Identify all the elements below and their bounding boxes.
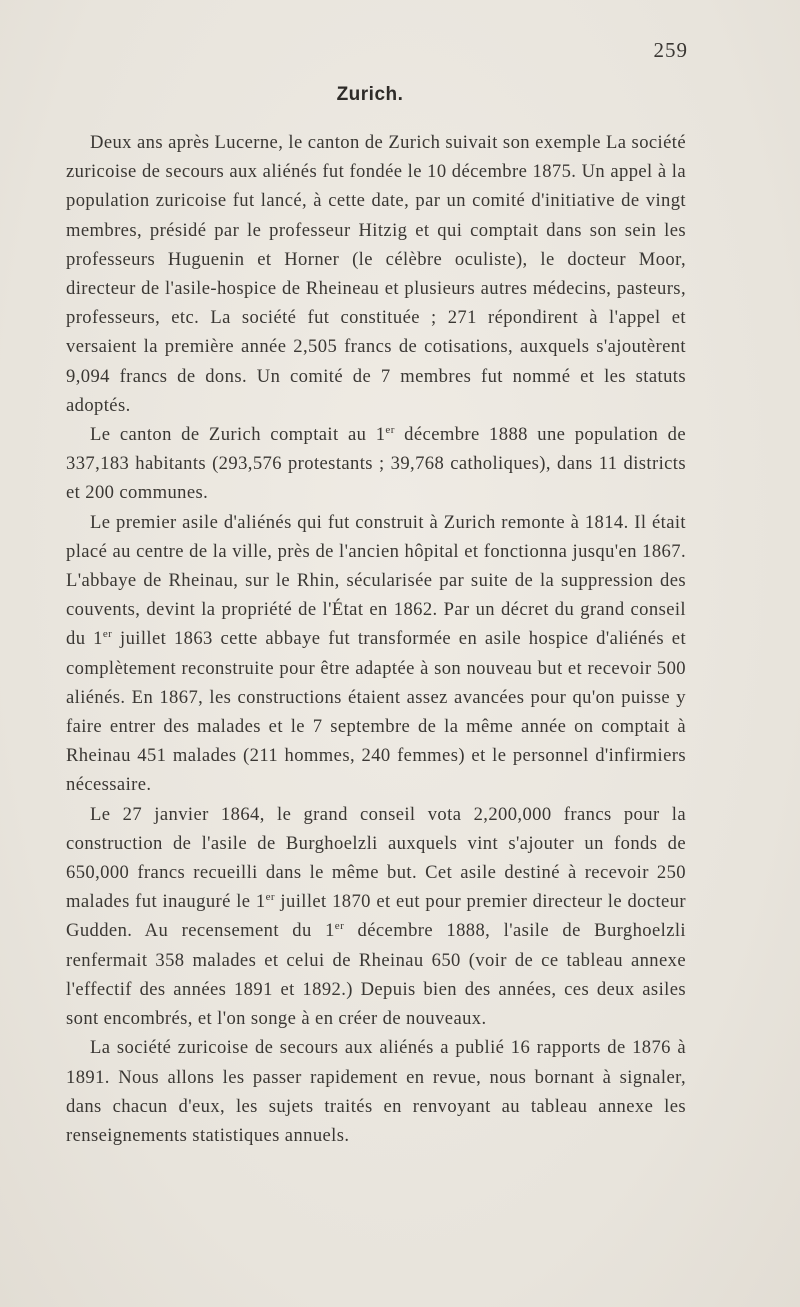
superscript: er: [334, 920, 345, 933]
paragraph-1: [66, 128, 686, 420]
paragraph-5: [66, 1033, 686, 1150]
paragraph-text: Le 27 janvier 1864, le grand conseil vota 2,200,000 francs pour la construction de l'asile de Burghoelzli auxquels vint s'ajouter un fonds de 650,000 francs recueilli dans le même but. Cet asile destiné à recevoir 250 malades fut inauguré le 1: [66, 803, 686, 913]
paragraph-text: décembre 1888 une population de 337,183 habitants (293,576 protestants ; 39,768 catholiques), dans 11 districts et 200 communes.: [66, 424, 686, 504]
paragraph-4: [66, 800, 686, 1034]
page-number: 259: [653, 38, 688, 62]
paragraph-3: [66, 508, 686, 800]
paragraph-text: Deux ans après Lucerne, le canton de Zurich suivait son exemple La société zuricoise de secours aux aliénés fut fondée le 10 décembre 1875. Un appel à la population zuricoise fut lancé, à cette date, par un comité d'initiative de vingt membres, présidé par le professeur Hitzig et qui comptait dans son sein les professeurs Huguenin et Horner (le célèbre oculiste), le docteur Moor, directeur de l'asile-hospice de Rheineau et plusieurs autres médecins, pasteurs, professeurs, etc. La société fut constituée ; 271 répondirent à l'appel et versaient la première année 2,505 francs de cotisations, auxquels s'ajoutèrent 9,094 francs de dons. Un comité de 7 membres fut nommé et les statuts adoptés.: [66, 132, 686, 416]
superscript: er: [385, 424, 395, 437]
paragraph-2: [66, 420, 686, 508]
superscript: er: [265, 891, 275, 904]
body-text: [66, 128, 686, 1150]
paragraph-text: La société zuricoise de secours aux aliénés a publié 16 rapports de 1876 à 1891. Nous allons les passer rapidement en revue, nous bornant à signaler, dans chacun d'eux, les sujets traités en renvoyant au tableau annexe les renseignements statistiques annuels.: [66, 1037, 686, 1146]
superscript: er: [102, 628, 113, 641]
paragraph-text: Le premier asile d'aliénés qui fut construit à Zurich remonte à 1814. Il était placé au centre de la ville, près de l'ancien hôpital et fonctionna jusqu'en 1867. L'abbaye de Rheinau, sur le Rhin, sécularisée par suite de la suppression des couvents, devint la propriété de l'État en 1862. Par un décret du grand conseil du 1: [66, 511, 686, 650]
paragraph-text: juillet 1863 cette abbaye fut transformée en asile hospice d'aliénés et complètement reconstruite pour être adaptée à son nouveau but et recevoir 500 aliénés. En 1867, les constructions étaient assez avancées pour qu'on puisse y faire entrer des malades et le 7 septembre de la même année on comptait à Rheinau 451 malades (211 hommes, 240 femmes) et le personnel d'infirmiers nécessaire.: [66, 628, 687, 796]
paragraph-text: juillet 1870 et eut pour premier directeur le docteur Gudden. Au recensement du 1: [66, 891, 686, 942]
section-heading: Zurich.: [336, 84, 404, 105]
paragraph-text: décembre 1888, l'asile de Burghoelzli renfermait 358 malades et celui de Rheinau 650 (voir de ce tableau annexe l'effectif des années 1891 et 1892.) Depuis bien des années, ces deux asiles sont encombrés, et l'on songe à en créer de nouveaux.: [66, 920, 686, 1030]
paragraph-text: Le canton de Zurich comptait au 1: [90, 424, 386, 446]
